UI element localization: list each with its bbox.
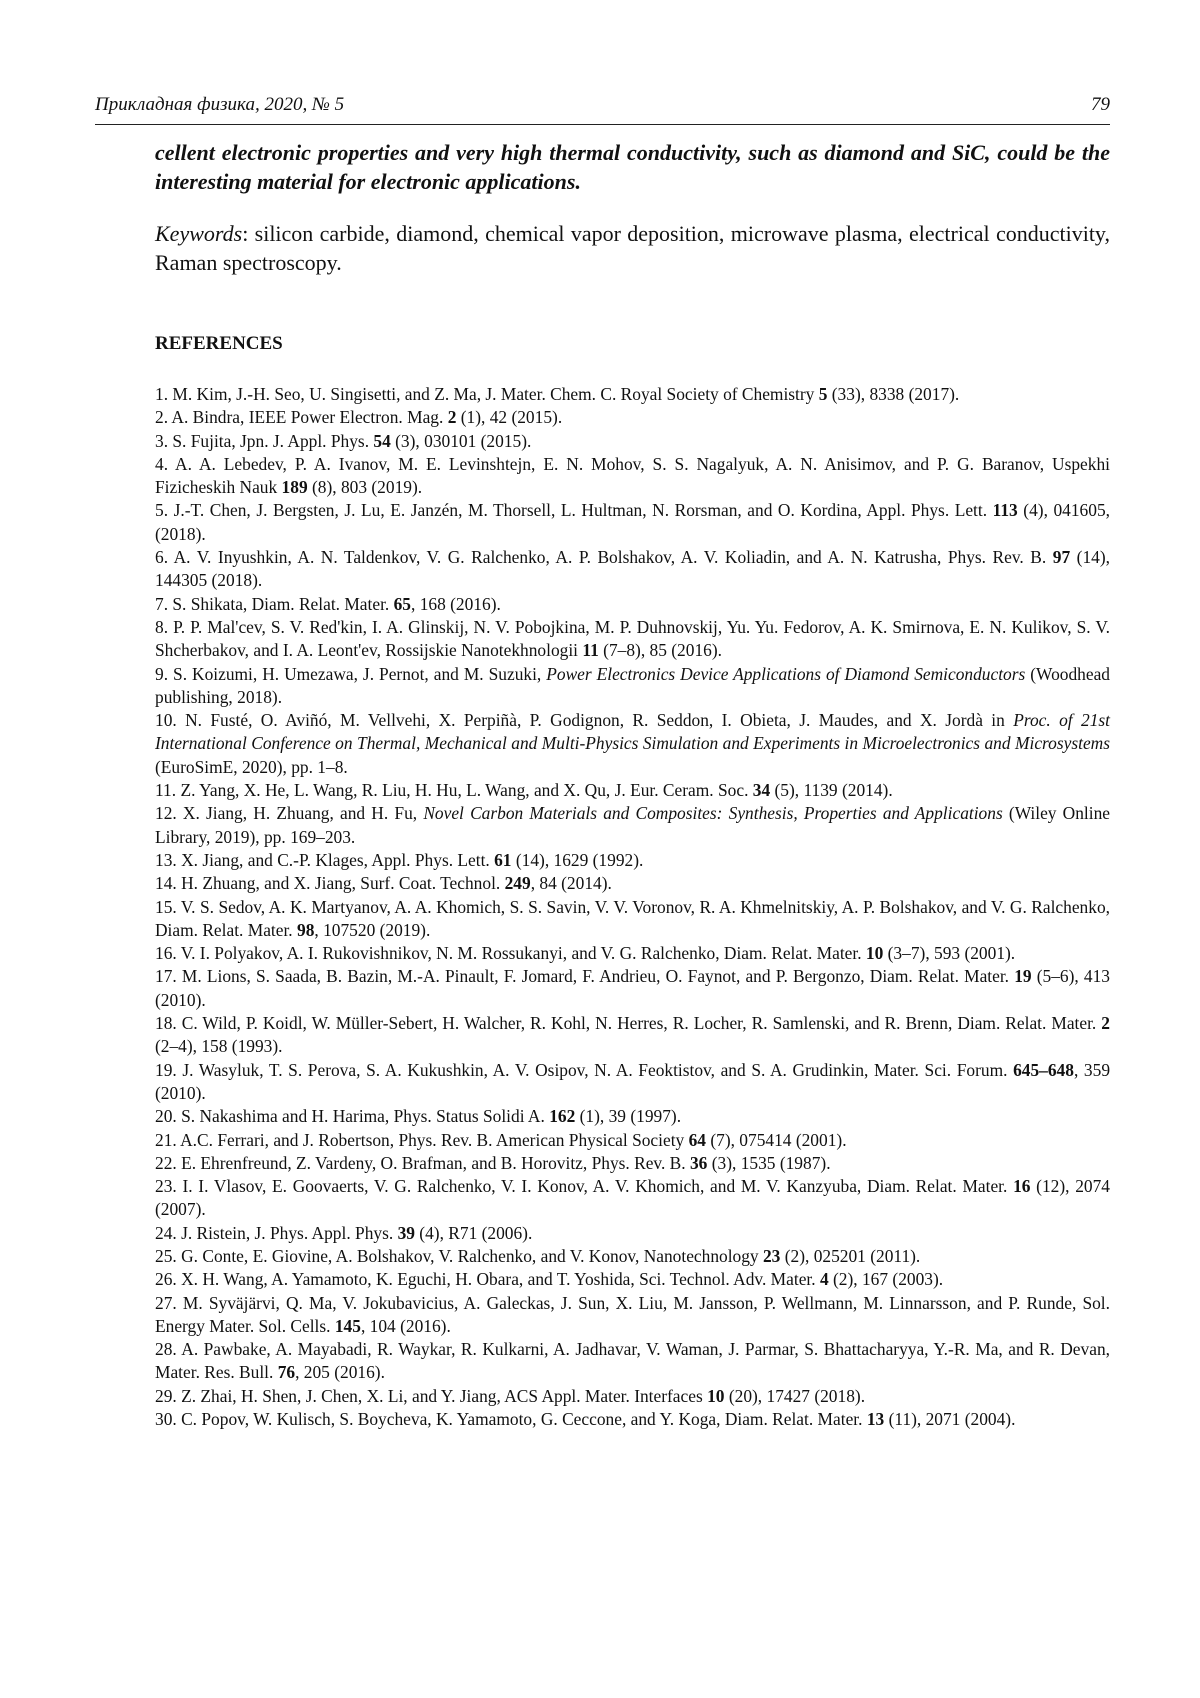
reference-volume: 36 [690, 1153, 707, 1173]
reference-text: (5–6), 413 (2010). [155, 966, 1110, 1009]
reference-text: (1), 39 (1997). [575, 1106, 681, 1126]
reference-item [155, 1012, 1110, 1059]
references-heading: REFERENCES [155, 332, 1110, 356]
reference-text: 1. M. Kim, J.-H. Seo, U. Singisetti, and Z. Ma, J. Mater. Chem. C. Royal Society of Chemistry [155, 384, 819, 404]
reference-item [155, 942, 1110, 965]
reference-item [155, 1268, 1110, 1291]
reference-item [155, 965, 1110, 1012]
reference-item [155, 1129, 1110, 1152]
reference-text: 19. J. Wasyluk, T. S. Perova, S. A. Kukushkin, A. V. Osipov, N. A. Feoktistov, and S. A. Grudinkin, Mater. Sci. Forum. [155, 1060, 1013, 1080]
reference-text: 17. M. Lions, S. Saada, B. Bazin, M.-A. Pinault, F. Jomard, F. Andrieu, O. Faynot, and P. Bergonzo, Diam. Relat. Mater. [155, 966, 1014, 986]
reference-item [155, 616, 1110, 663]
reference-volume: 10 [707, 1386, 724, 1406]
reference-volume: 97 [1053, 547, 1070, 567]
reference-text: 4. A. A. Lebedev, P. A. Ivanov, M. E. Levinshtejn, E. N. Mohov, S. S. Nagalyuk, A. N. Anisimov, and P. G. Baranov, Uspekhi Fizicheskih Nauk [155, 454, 1110, 497]
reference-item [155, 709, 1110, 779]
keywords-text: : silicon carbide, diamond, chemical vapor deposition, microwave plasma, electrical conductivity, Raman spectroscopy. [155, 221, 1110, 275]
reference-volume: 39 [398, 1223, 415, 1243]
reference-text: 25. G. Conte, E. Giovine, A. Bolshakov, V. Ralchenko, and V. Konov, Nanotechnology [155, 1246, 763, 1266]
keywords-paragraph [155, 219, 1110, 277]
reference-text: (EuroSimE, 2020), pp. 1–8. [155, 757, 348, 777]
reference-text: 11. Z. Yang, X. He, L. Wang, R. Liu, H. Hu, L. Wang, and X. Qu, J. Eur. Ceram. Soc. [155, 780, 753, 800]
reference-text: 12. X. Jiang, H. Zhuang, and H. Fu, [155, 803, 423, 823]
reference-text: (20), 17427 (2018). [724, 1386, 865, 1406]
references-list [155, 383, 1110, 1431]
reference-volume: 145 [335, 1316, 361, 1336]
reference-text: (12), 2074 (2007). [155, 1176, 1110, 1219]
reference-text: (2–4), 158 (1993). [155, 1036, 283, 1056]
main-content [155, 138, 1110, 1431]
reference-volume: 98 [297, 920, 314, 940]
reference-text: , 359 (2010). [155, 1060, 1110, 1103]
reference-item [155, 499, 1110, 546]
reference-text: (Woodhead publishing, 2018). [155, 664, 1110, 707]
reference-text: (3), 030101 (2015). [391, 431, 532, 451]
reference-item [155, 593, 1110, 616]
reference-text: 16. V. I. Polyakov, A. I. Rukovishnikov, N. M. Rossukanyi, and V. G. Ralchenko, Diam. Relat. Mater. [155, 943, 866, 963]
reference-volume: 189 [282, 477, 308, 497]
reference-text: , 104 (2016). [361, 1316, 451, 1336]
reference-text: , 107520 (2019). [314, 920, 430, 940]
reference-volume: 645–648 [1013, 1060, 1074, 1080]
reference-text: (5), 1139 (2014). [770, 780, 893, 800]
running-header [95, 90, 1110, 125]
reference-text: , 84 (2014). [531, 873, 612, 893]
reference-text: 18. C. Wild, P. Koidl, W. Müller-Sebert, H. Walcher, R. Kohl, N. Herres, R. Locher, R. Samlenski, and R. Brenn, Diam. Relat. Mater. [155, 1013, 1101, 1033]
reference-volume: 64 [689, 1130, 706, 1150]
reference-text: (14), 1629 (1992). [512, 850, 644, 870]
reference-text: 6. A. V. Inyushkin, A. N. Taldenkov, V. G. Ralchenko, A. P. Bolshakov, A. V. Koliadin, and A. N. Katrusha, Phys. Rev. B. [155, 547, 1053, 567]
reference-volume: 113 [993, 500, 1018, 520]
reference-volume: 61 [494, 850, 511, 870]
reference-volume: 65 [394, 594, 411, 614]
reference-item [155, 1175, 1110, 1222]
reference-volume: 34 [753, 780, 770, 800]
reference-text: 20. S. Nakashima and H. Harima, Phys. Status Solidi A. [155, 1106, 549, 1126]
reference-item [155, 430, 1110, 453]
reference-text: (2), 025201 (2011). [780, 1246, 920, 1266]
reference-text: 30. C. Popov, W. Kulisch, S. Boycheva, K. Yamamoto, G. Ceccone, and Y. Koga, Diam. Relat. Mater. [155, 1409, 867, 1429]
reference-text: 10. N. Fusté, O. Aviñó, M. Vellvehi, X. Perpiñà, P. Godignon, R. Seddon, I. Obieta, J. Maudes, and X. Jordà in [155, 710, 1013, 730]
reference-text: (14), 144305 (2018). [155, 547, 1110, 590]
reference-text: 9. S. Koizumi, H. Umezawa, J. Pernot, and M. Suzuki, [155, 664, 546, 684]
reference-title: Power Electronics Device Applications of Diamond Semiconductors [546, 664, 1025, 684]
reference-text: , 205 (2016). [295, 1362, 385, 1382]
reference-text: , 168 (2016). [411, 594, 501, 614]
reference-text: 27. M. Syväjärvi, Q. Ma, V. Jokubavicius, A. Galeckas, J. Sun, X. Liu, M. Jansson, P. Wellmann, M. Linnarsson, and P. Runde, Sol. Energy Mater. Sol. Cells. [155, 1293, 1110, 1336]
reference-item [155, 802, 1110, 849]
page-number: 79 [1091, 94, 1110, 116]
reference-item [155, 779, 1110, 802]
reference-text: 13. X. Jiang, and C.-P. Klages, Appl. Phys. Lett. [155, 850, 494, 870]
reference-item [155, 1385, 1110, 1408]
reference-text: (33), 8338 (2017). [827, 384, 959, 404]
reference-text: 26. X. H. Wang, A. Yamamoto, K. Eguchi, H. Obara, and T. Yoshida, Sci. Technol. Adv. Mater. [155, 1269, 820, 1289]
reference-item [155, 849, 1110, 872]
reference-item [155, 1408, 1110, 1431]
reference-item [155, 406, 1110, 429]
reference-text: 14. H. Zhuang, and X. Jiang, Surf. Coat. Technol. [155, 873, 505, 893]
abstract-ending: cellent electronic properties and very high thermal conductivity, such as diamond and SiC, could be the interesting material for electronic applications. [155, 138, 1110, 196]
reference-text: (Wiley Online Library, 2019), pp. 169–203. [155, 803, 1110, 846]
reference-text: (4), R71 (2006). [415, 1223, 532, 1243]
reference-item [155, 1222, 1110, 1245]
reference-item [155, 1245, 1110, 1268]
reference-text: (1), 42 (2015). [456, 407, 562, 427]
reference-item [155, 383, 1110, 406]
reference-text: 8. P. P. Mal'cev, S. V. Red'kin, I. A. Glinskij, N. V. Pobojkina, M. P. Duhnovskij, Yu. Yu. Fedorov, A. K. Smirnova, E. N. Kulikov, S. V. Shcherbakov, and I. A. Leont'ev, Rossijskie Nanotekhnologii [155, 617, 1110, 660]
reference-volume: 10 [866, 943, 883, 963]
reference-text: 7. S. Shikata, Diam. Relat. Mater. [155, 594, 394, 614]
reference-text: (3), 1535 (1987). [707, 1153, 830, 1173]
reference-text: 29. Z. Zhai, H. Shen, J. Chen, X. Li, and Y. Jiang, ACS Appl. Mater. Interfaces [155, 1386, 707, 1406]
reference-text: 5. J.-T. Chen, J. Bergsten, J. Lu, E. Janzén, M. Thorsell, L. Hultman, N. Rorsman, and O. Kordina, Appl. Phys. Lett. [155, 500, 993, 520]
reference-volume: 76 [278, 1362, 295, 1382]
reference-item [155, 453, 1110, 500]
reference-text: 3. S. Fujita, Jpn. J. Appl. Phys. [155, 431, 373, 451]
paper-page [0, 0, 1200, 1698]
reference-text: 23. I. I. Vlasov, E. Goovaerts, V. G. Ralchenko, V. I. Konov, A. V. Khomich, and M. V. Kanzyuba, Diam. Relat. Mater. [155, 1176, 1013, 1196]
reference-volume: 54 [373, 431, 390, 451]
reference-title: Proc. of 21st International Conference on Thermal, Mechanical and Multi-Physics Simulation and Experiments in Microelectronics and Microsystems [155, 710, 1110, 753]
reference-text: 28. A. Pawbake, A. Mayabadi, R. Waykar, R. Kulkarni, A. Jadhavar, V. Waman, J. Parmar, S. Bhattacharyya, Y.-R. Ma, and R. Devan, Mater. Res. Bull. [155, 1339, 1110, 1382]
reference-volume: 23 [763, 1246, 780, 1266]
reference-text: (11), 2071 (2004). [884, 1409, 1015, 1429]
reference-text: 21. A.C. Ferrari, and J. Robertson, Phys. Rev. B. American Physical Society [155, 1130, 689, 1150]
reference-text: (3–7), 593 (2001). [883, 943, 1015, 963]
reference-title: Novel Carbon Materials and Composites: Synthesis, Properties and Applications [423, 803, 1002, 823]
reference-volume: 16 [1013, 1176, 1030, 1196]
reference-text: 24. J. Ristein, J. Phys. Appl. Phys. [155, 1223, 398, 1243]
reference-text: (7), 075414 (2001). [706, 1130, 847, 1150]
reference-item [155, 1059, 1110, 1106]
reference-item [155, 546, 1110, 593]
reference-volume: 2 [1101, 1013, 1110, 1033]
reference-item [155, 1105, 1110, 1128]
reference-text: 15. V. S. Sedov, A. K. Martyanov, A. A. Khomich, S. S. Savin, V. V. Voronov, R. A. Khmelnitskiy, A. P. Bolshakov, and V. G. Ralchenko, Diam. Relat. Mater. [155, 897, 1110, 940]
reference-volume: 5 [819, 384, 828, 404]
reference-item [155, 896, 1110, 943]
reference-volume: 162 [549, 1106, 575, 1126]
journal-title: Прикладная физика, 2020, № 5 [95, 94, 344, 116]
reference-item [155, 1338, 1110, 1385]
reference-volume: 19 [1014, 966, 1031, 986]
reference-volume: 4 [820, 1269, 829, 1289]
keywords-label: Keywords [155, 221, 242, 246]
reference-text: (4), 041605, (2018). [155, 500, 1110, 543]
reference-item [155, 663, 1110, 710]
reference-volume: 2 [448, 407, 457, 427]
reference-text: 22. E. Ehrenfreund, Z. Vardeny, O. Brafman, and B. Horovitz, Phys. Rev. B. [155, 1153, 690, 1173]
reference-item [155, 1292, 1110, 1339]
reference-text: (7–8), 85 (2016). [599, 640, 722, 660]
reference-volume: 11 [582, 640, 598, 660]
reference-text: (8), 803 (2019). [308, 477, 422, 497]
reference-item [155, 872, 1110, 895]
reference-volume: 13 [867, 1409, 884, 1429]
reference-item [155, 1152, 1110, 1175]
reference-text: (2), 167 (2003). [829, 1269, 943, 1289]
reference-volume: 249 [505, 873, 531, 893]
reference-text: 2. A. Bindra, IEEE Power Electron. Mag. [155, 407, 448, 427]
